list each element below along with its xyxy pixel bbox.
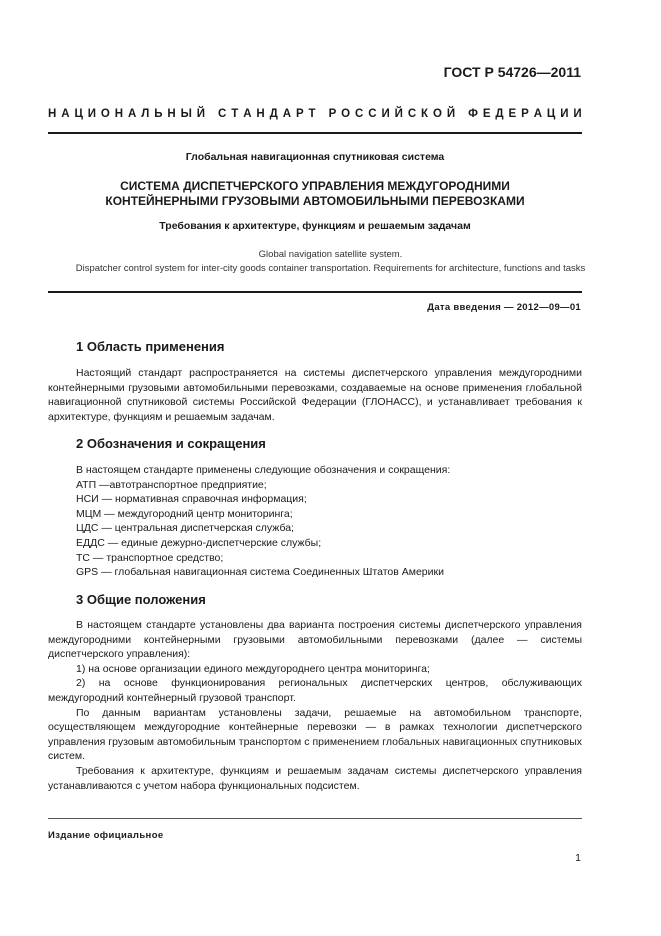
title-letter: Ь [154,108,163,120]
title-letter: А [533,108,542,120]
abbreviations-list [76,463,582,580]
title-gap [460,108,463,120]
introduction-date: Дата введения — 2012—09—01 [427,302,581,313]
title-letter: Н [114,108,124,120]
section-3-paragraph-3: Требования к архитектуре, функциям и решаемым задачам системы диспетчерского управления устанавливаются с учетом набора функциональных подсистем. [48,764,582,792]
document-number: ГОСТ Р 54726—2011 [443,64,581,80]
title-letter: Н [167,108,176,120]
title-letter: А [61,108,70,120]
divider-top [48,132,582,134]
main-title [48,179,582,209]
abbreviation-item: GPS — глобальная навигационная система Соединенных Штатов Америки [76,566,444,579]
title-gap [320,108,323,120]
footer-divider [48,818,582,819]
title-letter: Н [256,108,265,120]
main-title-line-1: СИСТЕМА ДИСПЕТЧЕРСКОГО УПРАВЛЕНИЯ МЕЖДУГОРОДНИМИ [120,179,510,193]
title-gap [210,108,213,120]
abbreviation-item: ЦДС — центральная диспетчерская служба; [76,522,294,535]
title-letter: С [218,108,227,120]
national-standard-title [48,108,582,120]
title-letter: Р [295,108,304,120]
abbreviation-item: НСИ — нормативная справочная информация; [76,493,307,506]
title-letter: А [282,108,292,120]
subtitle: Требования к архитектуре, функциям и решаемым задачам [159,220,471,232]
title-letter: Е [508,108,517,120]
title-letter: Н [48,108,57,120]
title-letter: О [100,108,110,120]
gnss-title: Глобальная навигационная спутниковая система [185,151,445,163]
abbreviations-intro: В настоящем стандарте применены следующие обозначения и сокращения: [76,464,451,476]
title-letter: С [355,108,364,120]
title-letter: Т [231,108,239,120]
section-1-heading: 1 Область применения [76,339,225,354]
title-letter: Р [521,108,529,120]
title-letter: С [368,108,377,120]
section-1-paragraph: Настоящий стандарт распространяется на системы диспетчерского управления междугородними контейнерными грузовыми автомобильными перевозками, создаваемые на основе применения глобальной навигационной спутниковой системы Российской Федерации (ГЛОНАСС), и устанавливает требования к архитектуре, функциям и решаемым задачам. [48,367,582,423]
title-letter: И [87,108,97,120]
title-letter: Ц [74,108,83,120]
title-letter: Й [196,108,206,120]
section-1-body [48,366,582,424]
title-letter: О [341,108,351,120]
title-letter: Ы [180,108,192,120]
title-letter: А [243,108,252,120]
title-letter: Д [269,108,278,120]
title-letter: И [573,108,582,120]
title-letter: А [128,108,137,120]
page-number: 1 [575,852,581,864]
section-3-paragraph-2: По данным вариантам установлены задачи, решаемые на автомобильном транспорте, осуществляющем междугородние контейнерные перевозки — в рамках технологии диспетчерского управления грузовым автомобильным транспортом с применением глобальных навигационных спутниковых систем. [48,706,582,763]
title-letter: К [421,108,429,120]
main-title-line-2: КОНТЕЙНЕРНЫМИ ГРУЗОВЫМИ АВТОМОБИЛЬНЫМИ ПЕРЕВОЗКАМИ [105,194,525,208]
section-3-paragraph-1: В настоящем стандарте установлены два варианта построения системы диспетчерского управления междугородними контейнерными грузовыми автомобильными перевозками (далее — системы диспетчерского управления): [48,619,582,661]
abbreviation-item: АТП —автотранспортное предприятие; [76,478,267,491]
title-letter: Й [394,108,403,120]
title-letter: И [560,108,569,120]
title-letter: Ц [546,108,556,120]
english-title [0,248,661,276]
english-title-line-1: Global navigation satellite system. [258,249,403,260]
title-letter: Ф [468,108,478,120]
title-letter: Т [308,108,316,120]
title-letter: Р [328,108,337,120]
abbreviation-item: МЦМ — междугородний центр мониторинга; [76,507,293,520]
abbreviation-item: ЕДДС — единые дежурно-диспетчерские службы; [76,536,322,549]
section-3-item-1: 1) на основе организации единого междугороднего центра мониторинга; [76,662,430,675]
title-letter: И [381,108,390,120]
abbreviation-item: ТС — транспортное средство; [76,551,224,564]
section-3-item-2: 2) на основе функционирования региональных диспетчерских центров, обслуживающих междугородний контейнерный грузовой транспорт. [48,677,582,704]
english-title-line-2: Dispatcher control system for inter-city goods container transportation. Requirements for architecture, functions and tasks [75,263,586,274]
section-3-heading: 3 Общие положения [76,592,206,607]
title-letter: С [407,108,417,120]
title-letter: О [432,108,442,120]
section-2-heading: 2 Обозначения и сокращения [76,436,266,451]
divider-middle [48,291,582,293]
title-letter: Д [495,108,504,120]
section-3-body [48,618,582,793]
title-letter: Е [482,108,491,120]
official-edition-label: Издание официальное [48,830,164,841]
title-letter: Л [141,108,150,120]
title-letter: Й [446,108,456,120]
